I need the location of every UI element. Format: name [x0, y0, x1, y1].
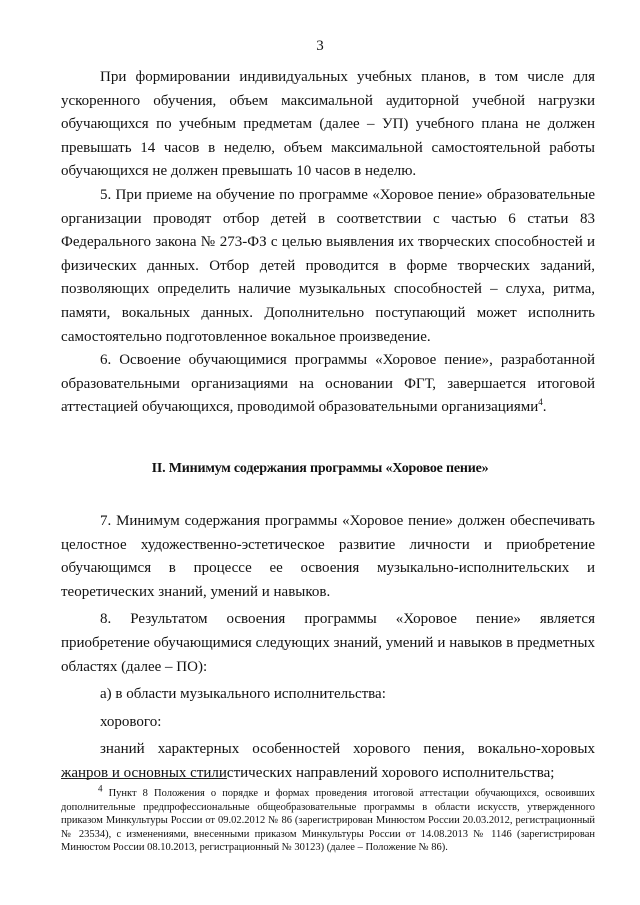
paragraph-minimum-content: 7. Минимум содержания программы «Хоровое пение» должен обеспечивать целостное художественно-эстетическое развитие личности и приобретение обучающимся в процессе ее освоения музыкально-исполнительских и теоретических знаний, умений и навыков. [61, 513, 595, 600]
footnote-rule [61, 778, 227, 779]
paragraph-results: 8. Результатом освоения программы «Хоровое пение» является приобретение обучающимися следующих знаний, умений и навыков в предметных областях (далее – ПО): [61, 611, 595, 675]
paragraph-attestation: 6. Освоение обучающимися программы «Хоровое пение», разработанной образовательными организациями на основании ФГТ, завершается итоговой аттестацией обучающихся, проводимой образовательными организациями$^4$. [61, 352, 595, 416]
footnote-number: 4 [98, 783, 103, 794]
paragraph-attestation-text: 6. Освоение обучающимися программы «Хоровое пение», разработанной образовательными организациями на основании ФГТ, завершается итоговой аттестацией обучающихся, проводимой образовательными организациями [61, 352, 595, 416]
paragraph-knowledge: знаний характерных особенностей хорового пения, вокально-хоровых жанров и основных стилистических направлений хорового исполнительства; [61, 741, 595, 781]
paragraph-performance-area: а) в области музыкального исполнительства: [100, 686, 386, 703]
body-bottom [61, 510, 595, 786]
body-top [61, 66, 595, 420]
paragraph-choral: хорового: [100, 713, 162, 730]
paragraph-admission: 5. При приеме на обучение по программе «Хоровое пение» образовательные организации проводят отбор детей в соответствии с частью 6 статьи 83 Федерального закона № 273-ФЗ с целью выявления их творческих способностей и физических данных. Отбор детей проводится в форме творческих заданий, позволяющих определить наличие музыкальных способностей – слуха, ритма, памяти, вокальных данных. Дополнительно поступающий может исполнить самостоятельно подготовленное вокальное произведение. [61, 186, 595, 345]
page-number: 3 [316, 38, 324, 54]
paragraph-individual-plans: При формировании индивидуальных учебных планов, в том числе для ускоренного обучения, объем максимальной аудиторной учебной нагрузки обучающихся по учебным предметам (далее – УП) учебного плана не должен превышать 14 часов в неделю, объем максимальной самостоятельной работы обучающихся не должен превышать 10 часов в неделю. [61, 69, 595, 180]
footnote-reference: 4 [538, 397, 543, 408]
footnote-text: Пункт 8 Положения о порядке и формах проведения итоговой аттестации обучающихся, освоивших дополнительные предпрофессиональные общеобразовательные программы в области искусств, утвержденного приказом Минкультуры России от 09.02.2012 № 86 (зарегистрирован Минюстом России 20.03.2012, регистрационный № 23534), с изменениями, внесенными приказом Минкультуры России от 14.08.2013 № 1146 (зарегистрирован Минюстом России 08.10.2013, регистрационный № 30123) (далее – Положение № 86). [61, 788, 595, 854]
footnote [61, 783, 595, 855]
section-heading: II. Минимум содержания программы «Хоровое пение» [151, 461, 489, 476]
